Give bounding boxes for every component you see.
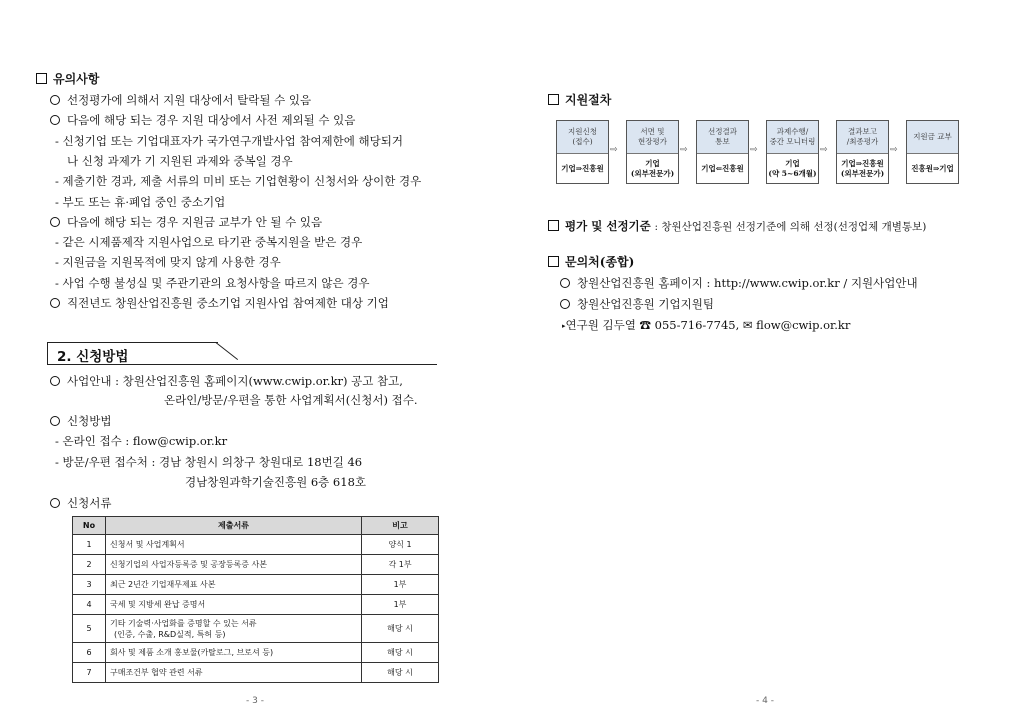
notes-heading: 유의사항 [36,72,99,86]
documents-table [72,516,439,683]
table-cell-document: 구매조건부 협약 관련 서류 [106,663,362,683]
table-cell-note: 해당 시 [362,643,439,663]
evaluation-text: : 창원산업진흥원 선정기준에 의해 선정(선정업체 개별통보) [654,221,927,233]
table-cell-no: 1 [73,535,106,555]
apply-visit-line2: 경남창원과학기술진흥원 6층 618호 [185,475,366,489]
bullet-circle-icon [50,95,60,105]
procedure-step [626,120,679,184]
table-cell-no: 2 [73,555,106,575]
page-number-left: - 3 - [246,696,264,706]
table-cell-document: 신청기업의 사업자등록증 및 공장등록증 사본 [106,555,362,575]
procedure-step-actor: 기업⇒진흥원 [561,163,604,173]
table-cell-note: 양식 1 [362,535,439,555]
procedure-step [696,120,749,184]
notes-line: 나 신청 과제가 기 지원된 과제와 중복일 경우 [67,153,293,168]
arrow-right-icon: ⇨ [610,145,618,155]
table-cell-document: 기타 기술력·사업화를 증명할 수 있는 서류 (인증, 수출, R&D실적, 특허 등) [106,615,362,643]
arrow-right-icon: ⇨ [750,145,758,155]
table-cell-no: 3 [73,575,106,595]
table-header-no: No [73,517,106,535]
notes-line: - 지원금을 지원목적에 맞지 않게 사용한 경우 [55,255,281,270]
checkbox-square-icon [548,220,559,231]
procedure-heading: 지원절차 [548,93,611,107]
table-cell-note: 1부 [362,575,439,595]
bullet-circle-icon [50,498,60,508]
table-header-note: 비고 [362,517,439,535]
notes-line: - 제출기한 경과, 제출 서류의 미비 또는 기업현황이 신청서와 상이한 경우 [55,174,422,189]
procedure-step-title: 지원신청 (접수) [557,121,608,154]
procedure-step-actor: 진흥원⇒기업 [911,163,954,173]
procedure-step-title: 선정결과 통보 [697,121,748,154]
section2-title: 2. 신청방법 [57,349,129,365]
checkbox-square-icon [548,94,559,105]
apply-intro-line2: 온라인/방문/우편을 통한 사업계획서(신청서) 접수. [164,393,418,407]
table-cell-document: 국세 및 지방세 완납 증명서 [106,595,362,615]
apply-intro-line1: 사업안내 : 창원산업진흥원 홈페이지(www.cwip.or.kr) 공고 참고, [50,374,403,388]
table-cell-document: 신청서 및 사업계획서 [106,535,362,555]
arrow-right-icon: ⇨ [680,145,688,155]
table-cell-document: 최근 2년간 기업재무제표 사본 [106,575,362,595]
procedure-step-title: 지원금 교부 [907,121,958,154]
procedure-step [836,120,889,184]
procedure-step-actor: 기업 (약 5~6개월) [768,158,817,178]
procedure-step [556,120,609,184]
bullet-circle-icon [50,298,60,308]
procedure-step-title: 결과보고 /최종평가 [837,121,888,154]
contact-team: 창원산업진흥원 기업지원팀 [560,297,714,311]
arrow-right-icon: ⇨ [890,145,898,155]
checkbox-square-icon [548,256,559,267]
contact-heading: 문의처(종합) [548,255,634,269]
table-row [73,575,439,595]
checkbox-square-icon [36,73,47,84]
table-header-document: 제출서류 [106,517,362,535]
table-cell-document: 회사 및 제품 소개 홍보물(카탈로그, 브로셔 등) [106,643,362,663]
evaluation-line [548,219,926,234]
table-cell-no: 5 [73,615,106,643]
apply-online: - 온라인 접수 : flow@cwip.or.kr [55,434,228,448]
procedure-step [766,120,819,184]
procedure-step-actor: 기업 (외부전문가) [630,158,675,178]
procedure-step-title: 서면 및 현장평가 [627,121,678,154]
table-row [73,663,439,683]
apply-visit-line1: - 방문/우편 접수처 : 경남 창원시 의창구 창원대로 18번길 46 [55,455,363,469]
section-tab-diagonal [215,342,238,360]
notes-line: 직전년도 창원산업진흥원 중소기업 지원사업 참여제한 대상 기업 [50,296,389,310]
procedure-step-title: 과제수행/ 중간 모니터링 [767,121,818,154]
notes-line: - 같은 시제품제작 지원사업으로 타기관 중복지원을 받은 경우 [55,235,363,250]
arrow-right-icon: ⇨ [820,145,828,155]
table-cell-no: 6 [73,643,106,663]
bullet-circle-icon [50,115,60,125]
notes-line: - 신청기업 또는 기업대표자가 국가연구개발사업 참여제한에 해당되거 [55,133,403,148]
table-row [73,595,439,615]
apply-method-heading: 신청방법 [50,414,111,428]
notes-line: 선정평가에 의해서 지원 대상에서 탈락될 수 있음 [50,93,311,107]
table-cell-note: 각 1부 [362,555,439,575]
notes-line: - 사업 수행 불성실 및 주관기관의 요청사항을 따르지 않은 경우 [55,275,370,290]
notes-line: - 부도 또는 휴·폐업 중인 중소기업 [55,194,226,209]
bullet-circle-icon [50,376,60,386]
table-row [73,535,439,555]
evaluation-label: 평가 및 선정기준 [565,219,651,233]
procedure-step-actor: 기업⇐진흥원 [701,163,744,173]
table-cell-note: 1부 [362,595,439,615]
notes-line: 다음에 해당 되는 경우 지원금 교부가 안 될 수 있음 [50,215,322,229]
table-cell-note: 해당 시 [362,615,439,643]
procedure-step-actor: 기업⇒진흥원 (외부전문가) [840,158,885,178]
table-row [73,555,439,575]
page-number-right: - 4 - [756,696,774,706]
table-cell-no: 7 [73,663,106,683]
docs-heading: 신청서류 [50,496,111,510]
notes-line: 다음에 해당 되는 경우 지원 대상에서 사전 제외될 수 있음 [50,113,355,127]
bullet-circle-icon [50,217,60,227]
bullet-circle-icon [560,299,570,309]
procedure-step [906,120,959,184]
table-cell-note: 해당 시 [362,663,439,683]
bullet-circle-icon [50,416,60,426]
bullet-circle-icon [560,278,570,288]
table-row [73,643,439,663]
contact-homepage: 창원산업진흥원 홈페이지 : http://www.cwip.or.kr / 지원사업안내 [560,276,918,290]
contact-person: ▸연구원 김두열 ☎ 055-716-7745, ✉ flow@cwip.or.kr [562,318,851,332]
table-cell-no: 4 [73,595,106,615]
table-header-row [73,517,439,535]
table-row [73,615,439,643]
bullet-triangle-icon: ▸ [562,322,566,330]
